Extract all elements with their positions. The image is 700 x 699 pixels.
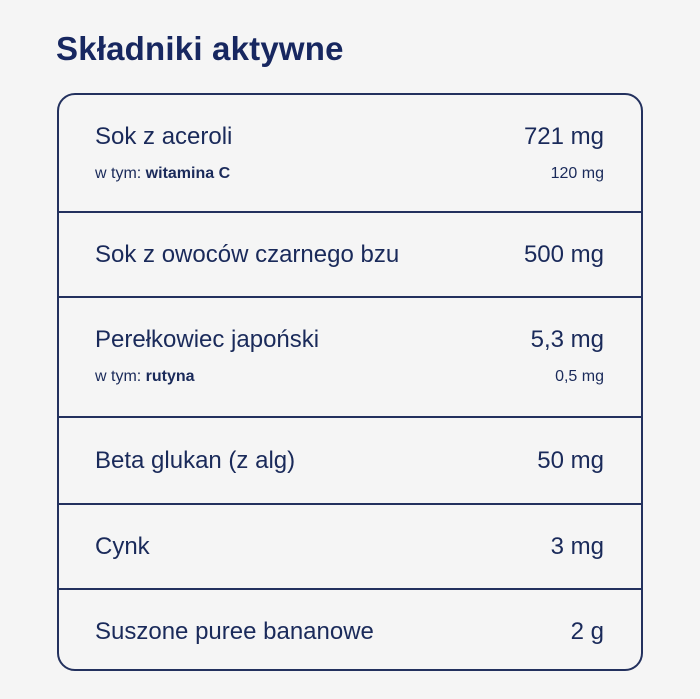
ingredients-table <box>57 93 643 671</box>
ingredient-row <box>59 505 641 590</box>
ingredient-row <box>59 95 641 213</box>
sub-ingredient <box>95 368 195 386</box>
ingredient-name: Beta glukan (z alg) <box>95 446 296 474</box>
ingredient-amount: 50 mg <box>537 446 604 474</box>
ingredient-row <box>59 298 641 418</box>
ingredient-name: Suszone puree bananowe <box>95 617 374 645</box>
ingredient-amount: 721 mg <box>523 123 604 150</box>
sub-ingredient-prefix: w tym: <box>95 368 142 385</box>
ingredient-row <box>59 213 641 298</box>
page-title: Składniki aktywne <box>56 30 344 67</box>
sub-ingredient-name: rutyna <box>145 368 195 385</box>
sub-ingredient-name: witamina C <box>145 165 231 182</box>
ingredient-row <box>59 590 641 671</box>
ingredient-name: Sok z owoców czarnego bzu <box>95 240 400 268</box>
sub-ingredient-amount: 120 mg <box>550 165 604 182</box>
ingredient-name: Sok z aceroli <box>95 123 233 150</box>
ingredient-amount: 5,3 mg <box>530 326 604 353</box>
ingredient-amount: 3 mg <box>550 532 604 560</box>
ingredient-row <box>59 418 641 505</box>
ingredient-amount: 500 mg <box>523 240 604 268</box>
sub-ingredient-amount: 0,5 mg <box>555 368 604 385</box>
ingredient-name: Cynk <box>95 532 150 560</box>
ingredient-name: Perełkowiec japoński <box>95 326 320 353</box>
sub-ingredient <box>95 165 230 183</box>
ingredient-amount: 2 g <box>570 617 604 645</box>
sub-ingredient-prefix: w tym: <box>95 165 142 182</box>
